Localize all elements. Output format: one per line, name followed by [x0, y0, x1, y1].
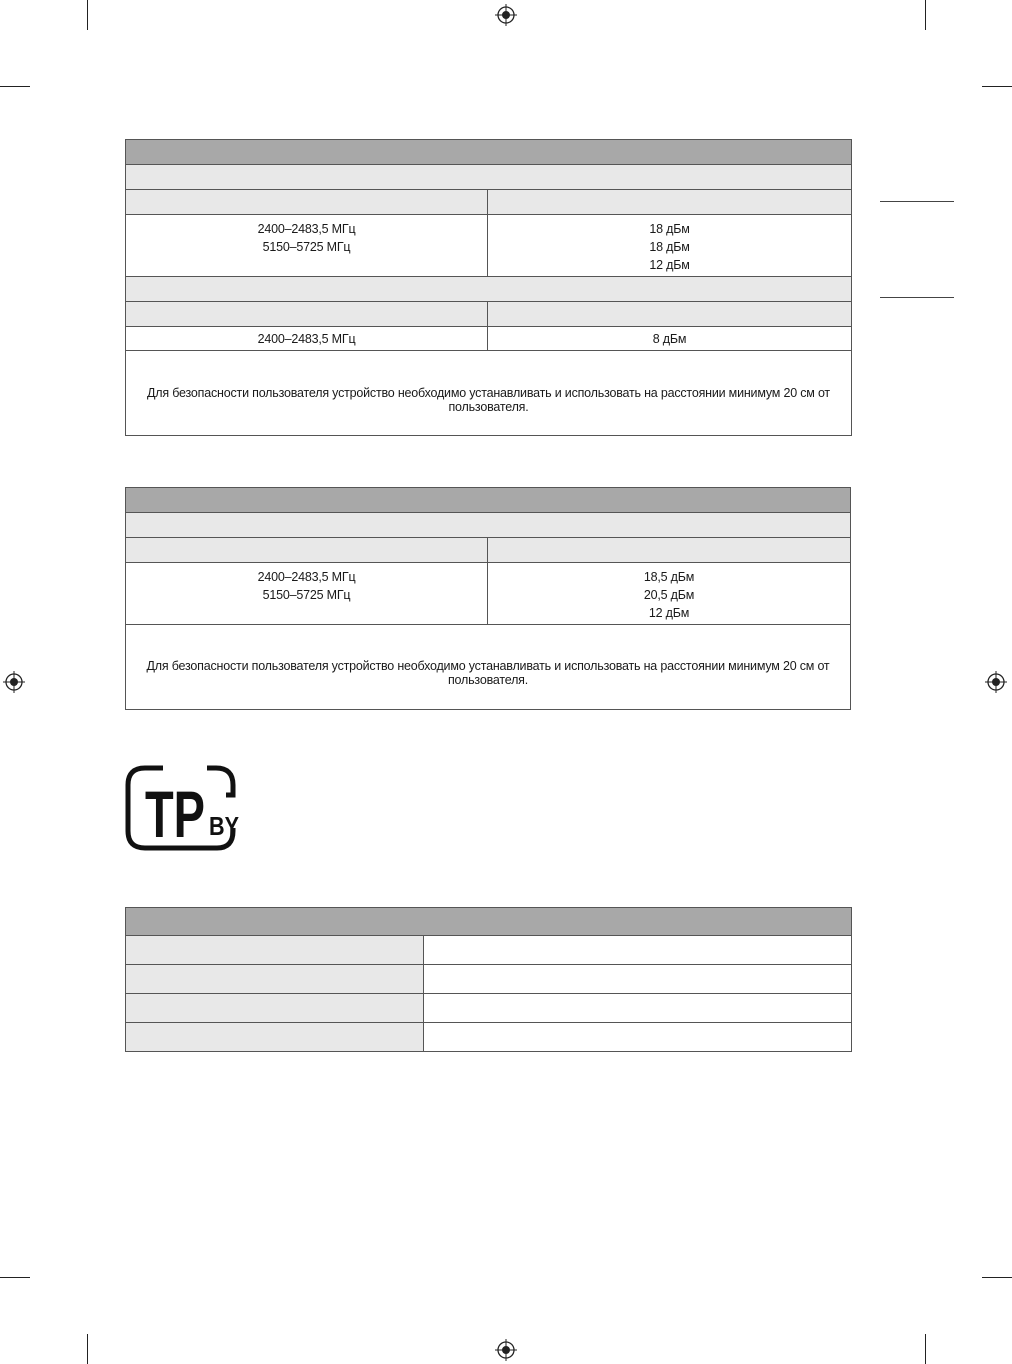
row-value-cell [424, 936, 852, 965]
table-row [126, 965, 852, 994]
frequency-value: 5150–5725 МГц [262, 240, 351, 254]
mark-suffix-text: BY [209, 811, 239, 841]
table-header-bar [126, 140, 852, 165]
crop-mark [87, 0, 88, 30]
wireless-spec-table-1 [125, 139, 852, 436]
table-row [126, 563, 851, 625]
row-label-cell [126, 1023, 424, 1052]
table-header-bar [126, 488, 851, 513]
frequency-value: 2400–2483,5 МГц [257, 222, 356, 236]
power-value: 20,5 дБм [643, 588, 695, 602]
frequency-cell [126, 215, 488, 277]
mark-main-text: TP [145, 777, 205, 851]
power-cell [488, 327, 852, 351]
column-header-power [488, 190, 852, 215]
table-subheader-bar [126, 277, 852, 302]
margin-rule [880, 297, 954, 298]
row-value-cell [424, 994, 852, 1023]
power-value: 18 дБм [649, 222, 690, 236]
row-label-cell [126, 965, 424, 994]
crop-mark [982, 86, 1012, 87]
table-subheader-bar [126, 165, 852, 190]
wireless-spec-table-2 [125, 487, 851, 710]
table-row [126, 215, 852, 277]
power-cell [488, 563, 851, 625]
column-header-power [488, 538, 851, 563]
safety-note: Для безопасности пользователя устройство необходимо устанавливать и использовать на расстоянии минимум 20 см от пользователя. [126, 625, 851, 710]
crop-mark [982, 1277, 1012, 1278]
column-header-frequency [126, 302, 488, 327]
row-value-cell [424, 965, 852, 994]
power-value: 12 дБм [648, 606, 690, 620]
table-subheader-bar [126, 513, 851, 538]
power-value: 12 дБм [649, 258, 690, 272]
frequency-value: 2400–2483,5 МГц [257, 332, 356, 346]
registration-mark-icon [3, 671, 25, 693]
row-value-cell [424, 1023, 852, 1052]
table-row [126, 994, 852, 1023]
table-row [126, 936, 852, 965]
frequency-value: 2400–2483,5 МГц [257, 570, 356, 584]
safety-note: Для безопасности пользователя устройство необходимо устанавливать и использовать на расстоянии минимум 20 см от пользователя. [126, 351, 852, 436]
crop-mark [925, 1334, 926, 1364]
crop-mark [925, 0, 926, 30]
margin-rule [880, 201, 954, 202]
info-table [125, 907, 852, 1052]
power-value: 18 дБм [649, 240, 690, 254]
frequency-cell [126, 563, 488, 625]
column-header-power [488, 302, 852, 327]
registration-mark-icon [495, 4, 517, 26]
column-header-frequency [126, 538, 488, 563]
frequency-value: 5150–5725 МГц [262, 588, 351, 602]
table-row [126, 1023, 852, 1052]
registration-mark-icon [985, 671, 1007, 693]
crop-mark [0, 86, 30, 87]
power-value: 18,5 дБм [643, 570, 695, 584]
registration-mark-icon [495, 1339, 517, 1361]
frequency-cell [126, 327, 488, 351]
row-label-cell [126, 936, 424, 965]
crop-mark [0, 1277, 30, 1278]
power-value: 8 дБм [652, 332, 687, 346]
table-row [126, 327, 852, 351]
power-cell [488, 215, 852, 277]
crop-mark [87, 1334, 88, 1364]
table-header-bar [126, 908, 852, 936]
column-header-frequency [126, 190, 488, 215]
row-label-cell [126, 994, 424, 1023]
tr-by-certification-mark-icon [125, 765, 239, 851]
